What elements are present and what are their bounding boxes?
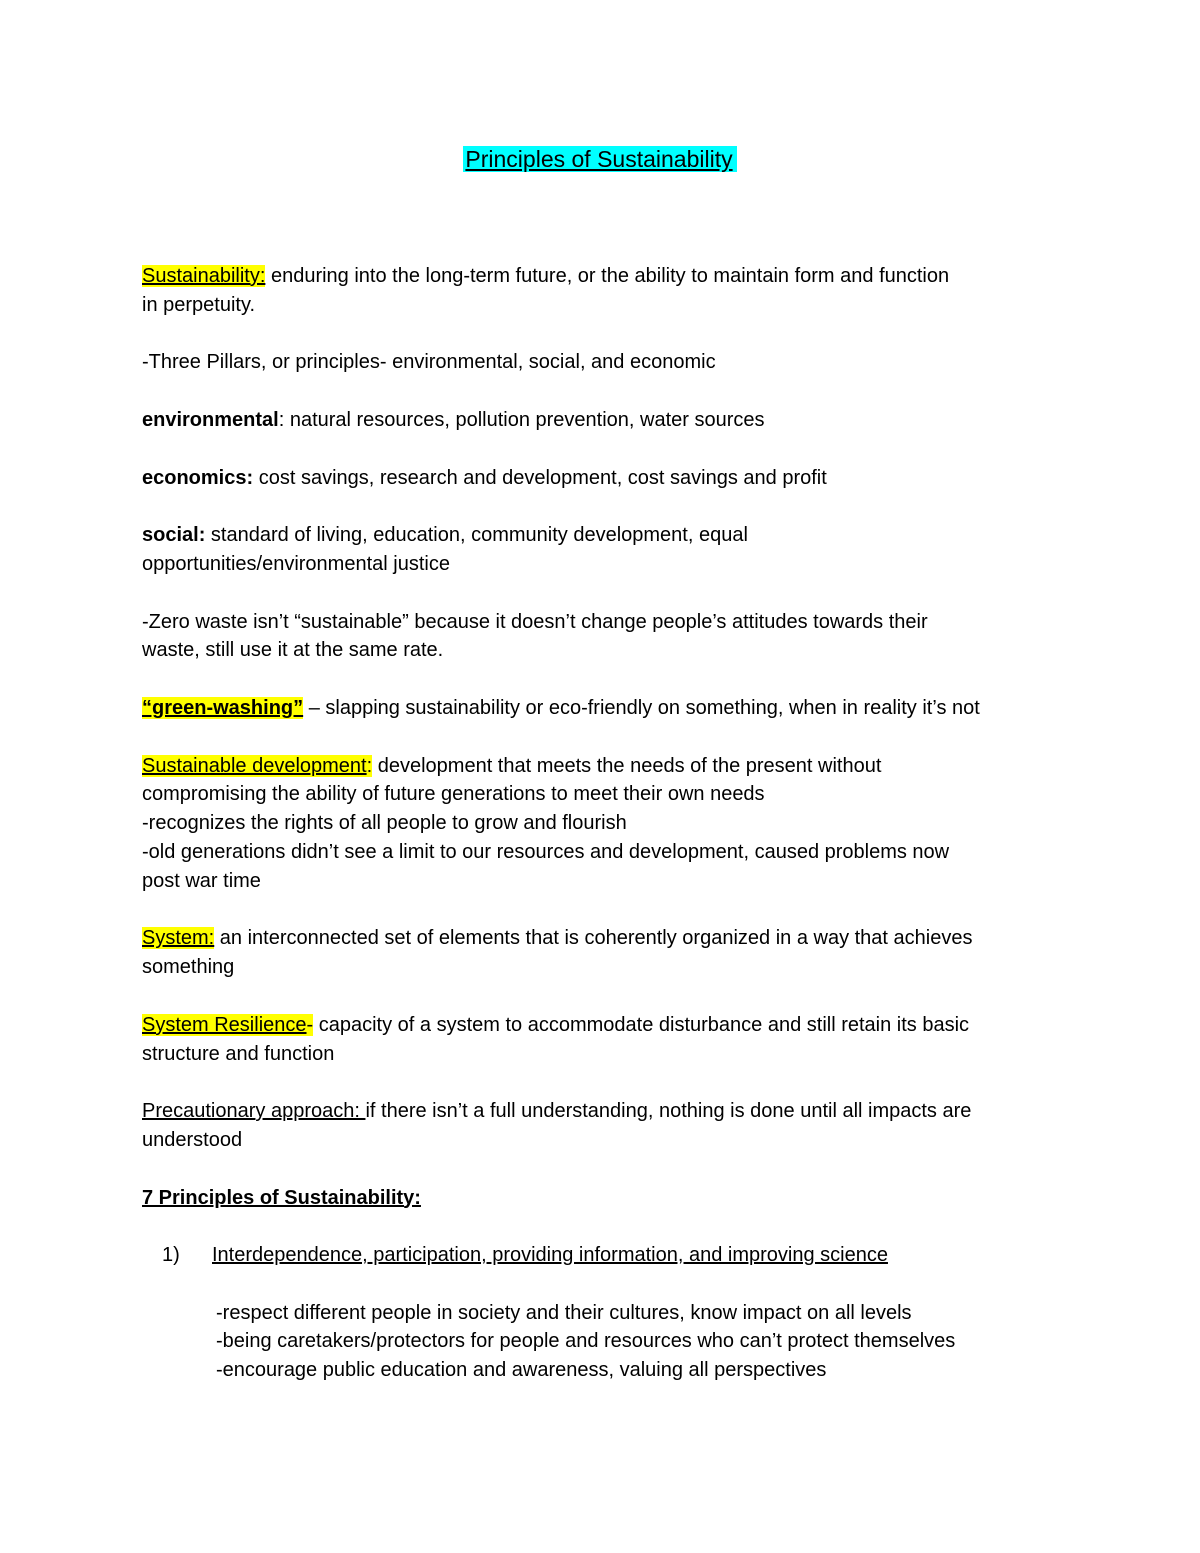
definition-text: if there isn’t a full understanding, nothing is done until all impacts are	[365, 1100, 972, 1123]
list-point: -being caretakers/protectors for people and resources who can’t protect themselves	[216, 1330, 956, 1353]
definition-text: in perpetuity.	[142, 293, 256, 316]
section-heading: 7 Principles of Sustainability:	[142, 1186, 421, 1209]
list-item-points	[142, 1299, 1072, 1385]
definition-text: opportunities/environmental justice	[142, 552, 450, 575]
definition-green-washing	[142, 694, 1072, 723]
note-text: waste, still use it at the same rate.	[142, 639, 444, 662]
term-sustainable-development: Sustainable development	[142, 754, 367, 777]
term-green-washing: “green-washing”	[142, 696, 304, 719]
term-colon: :	[366, 754, 373, 777]
note-text: post war time	[142, 869, 261, 892]
document-body	[142, 262, 1072, 1414]
page-title-text: Principles of Sustainability	[463, 146, 736, 172]
term-social: social:	[142, 524, 206, 547]
zero-waste-note	[142, 608, 1072, 666]
term-system-resilience: System Resilience	[142, 1013, 307, 1036]
term-economics: economics:	[142, 466, 254, 489]
definition-system-resilience	[142, 1011, 1072, 1069]
definition-sustainable-development	[142, 752, 1072, 896]
definition-system	[142, 924, 1072, 982]
definition-text: capacity of a system to accommodate disturbance and still retain its basic	[313, 1013, 970, 1036]
list-point: -encourage public education and awareness, valuing all perspectives	[216, 1359, 827, 1382]
definition-text: : natural resources, pollution prevention, water sources	[278, 408, 765, 431]
definition-text: compromising the ability of future generations to meet their own needs	[142, 783, 765, 806]
definition-economics	[142, 464, 1072, 493]
definition-environmental	[142, 406, 1072, 435]
note-text: -Zero waste isn’t “sustainable” because it doesn’t change people’s attitudes towards their	[142, 610, 928, 633]
list-number: 1)	[162, 1244, 180, 1267]
definition-text: understood	[142, 1128, 243, 1151]
term-sustainability: Sustainability:	[142, 265, 266, 287]
definition-text: – slapping sustainability or eco-friendly on something, when in reality it’s not	[303, 696, 980, 719]
definition-text: an interconnected set of elements that is coherently organized in a way that achieves	[214, 927, 973, 950]
list-item-label: Interdependence, participation, providing information, and improving science	[212, 1244, 888, 1267]
definition-text: enduring into the long-term future, or the ability to maintain form and function	[265, 265, 950, 287]
three-pillars-note	[142, 348, 1072, 377]
note-text: -recognizes the rights of all people to grow and flourish	[142, 812, 627, 835]
note-text: -old generations didn’t see a limit to our resources and development, caused problems now	[142, 840, 950, 863]
definition-text: something	[142, 956, 235, 979]
list-point: -respect different people in society and their cultures, know impact on all levels	[216, 1301, 912, 1324]
definition-text: standard of living, education, community development, equal	[205, 524, 748, 547]
definition-precautionary-approach	[142, 1097, 1072, 1155]
term-dash: -	[306, 1013, 314, 1036]
definition-text: development that meets the needs of the present without	[372, 754, 882, 777]
definition-sustainability	[142, 262, 1072, 320]
list-item	[142, 1241, 1072, 1270]
term-environmental: environmental	[142, 408, 279, 431]
definition-social	[142, 521, 1072, 579]
term-system: System:	[142, 927, 215, 950]
seven-principles-heading	[142, 1184, 1072, 1213]
note-text: -Three Pillars, or principles- environmental, social, and economic	[142, 351, 716, 374]
page-title	[0, 142, 1200, 176]
definition-text: cost savings, research and development, cost savings and profit	[253, 466, 827, 489]
term-precautionary-approach: Precautionary approach:	[142, 1100, 366, 1123]
definition-text: structure and function	[142, 1042, 335, 1065]
